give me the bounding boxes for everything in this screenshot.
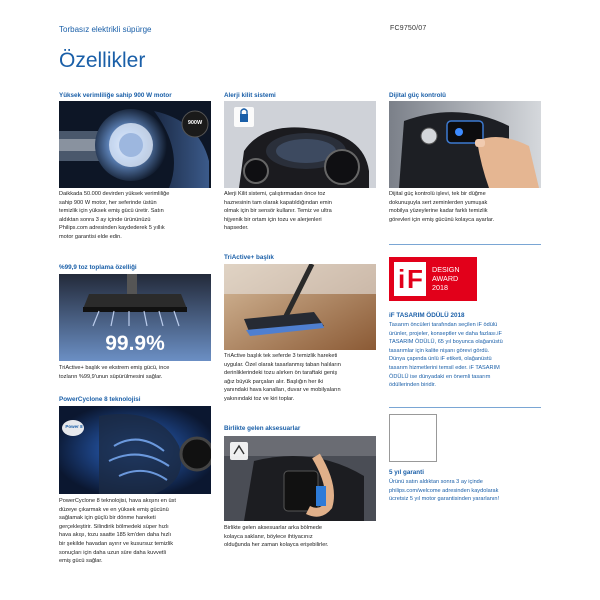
motor-description: Daikkada 50.000 devirden yüksek verimliliğe sahip 900 W motor, her seferinde üstün temizlik için yüksek emiş gücü üretir. Satın aldıktan sonra 3 ay içinde ürününüzü Philips.com adresinden kaydederek 5 yıllık motor garantisi elde edin.: [59, 191, 170, 240]
digital-control-description: Dijital güç kontrolü işlevi, tek bir düğme dokunuşuyla sert zeminlerden yumuşak mobilya yüzeylerine kadar farklı temizlik görevleri için emiş gücünü kolayca ayarlar.: [389, 191, 495, 223]
section-title-dust: %99,9 toz toplama özelliği: [59, 264, 137, 271]
section-title-motor: Yüksek verimliliğe sahip 900 W motor: [59, 92, 172, 99]
digital-control-image: [389, 101, 541, 188]
award-description: Tasarım öncüleri tarafından seçilen iF ödülü ürünler, projeler, konseptler ve daha fazlası.iF TASARIM ÖDÜLÜ, 65 yıl boyunca olağanüstü tasarımlar için kalite nişanı görevi gördü. Dünya çapında ünlü iF etiketi, olağanüstü tasarım hizmetlerini temsil eder. iF TASARIM ÖDÜLÜ ise dünyadaki en önemli tasarım ödüllerinden biridir.: [389, 322, 503, 389]
cyclone-illustration: [59, 406, 211, 494]
digital-control-illustration: [389, 101, 541, 188]
if-design-award-logo: [389, 257, 477, 301]
divider-2: [389, 407, 541, 408]
warranty-description: Ürünü satın aldıktan sonra 3 ay içinde philips.com/welcome adresinden kaydolarak ücretsiz 5 yıl motor garantisinden yararlanın!: [389, 479, 500, 503]
motor-illustration: [59, 101, 211, 188]
section-title-triactive: TriActive+ başlık: [224, 254, 274, 261]
section-title-allergy: Alerji kilit sistemi: [224, 92, 276, 99]
if-award-text: DESIGN AWARD 2018: [432, 265, 460, 292]
motor-power-badge: 900W: [187, 120, 203, 126]
triactive-image: [224, 264, 376, 350]
section-title-digital-control: Dijital güç kontrolü: [389, 92, 447, 99]
allergy-description: Alerji Kilit sistemi, çalıştırmadan önce toz haznesinin tam olarak kapatıldığından emin olmak için bir sensör kullanır. Temiz ve ultra hijyenik bir ortam için tozu ve alerjenleri hapseder.: [224, 191, 332, 232]
accessories-image: [224, 436, 376, 521]
cyclone-image: [59, 406, 211, 494]
motor-image: [59, 101, 211, 188]
power8-logo: Power 8: [65, 424, 83, 429]
document-header-title: Torbasız elektrikli süpürge: [59, 25, 152, 34]
triactive-description: TriActive başlık tek seferde 3 temizlik hareketi uygular. Özel olarak tasarlanmış taban halıların derinliklerindeki tozu alırken ön taraftaki geniş ağız büyük parçaları alır. Başlığın her iki yanındaki hava kanalları, duvar ve mobilyaların yakınındaki toz ve kiri toplar.: [224, 353, 341, 402]
warranty-logo-placeholder: [389, 414, 437, 462]
divider-1: [389, 244, 541, 245]
section-title-cyclone: PowerCyclone 8 teknolojisi: [59, 396, 141, 403]
dust-description: TriActive+ başlık ve ekstrem emiş gücü, ince tozların %99,9'unun süpürülmesini sağlar.: [59, 365, 170, 380]
accessories-illustration: [224, 436, 376, 521]
if-logo-mark: i F: [394, 262, 426, 296]
page-title: Özellikler: [59, 49, 146, 72]
allergy-lock-illustration: [224, 101, 376, 188]
cyclone-description: PowerCyclone 8 teknolojisi, hava akışını en üst düzeye çıkarmak ve en yüksek emiş gücünü sağlamak için güçlü bir dönme hareketi gerçekleştirir. Silindirik bölmedeki süper hızlı hava akışı, tozu saatte 185 km'den daha hızlı bir şekilde havadan ayırır ve kusursuz temizlik sonuçları için daha uzun süre daha kuvvetli emiş gücü sağlar.: [59, 498, 176, 565]
warranty-title: 5 yıl garanti: [389, 469, 424, 476]
accessories-description: Birlikte gelen aksesuarlar arka bölmede kolayca saklanır, böylece ihtiyacınız olduğunda her zaman kolayca erişebilirler.: [224, 525, 329, 549]
section-title-accessories: Birlikte gelen aksesuarlar: [224, 425, 301, 432]
triactive-illustration: [224, 264, 376, 350]
award-title: iF TASARIM ÖDÜLÜ 2018: [389, 312, 465, 319]
dust-percentage-badge: 99.9%: [105, 332, 165, 355]
dust-pickup-image: [59, 274, 211, 361]
model-number: FC9750/07: [390, 25, 427, 32]
allergy-lock-image: [224, 101, 376, 188]
